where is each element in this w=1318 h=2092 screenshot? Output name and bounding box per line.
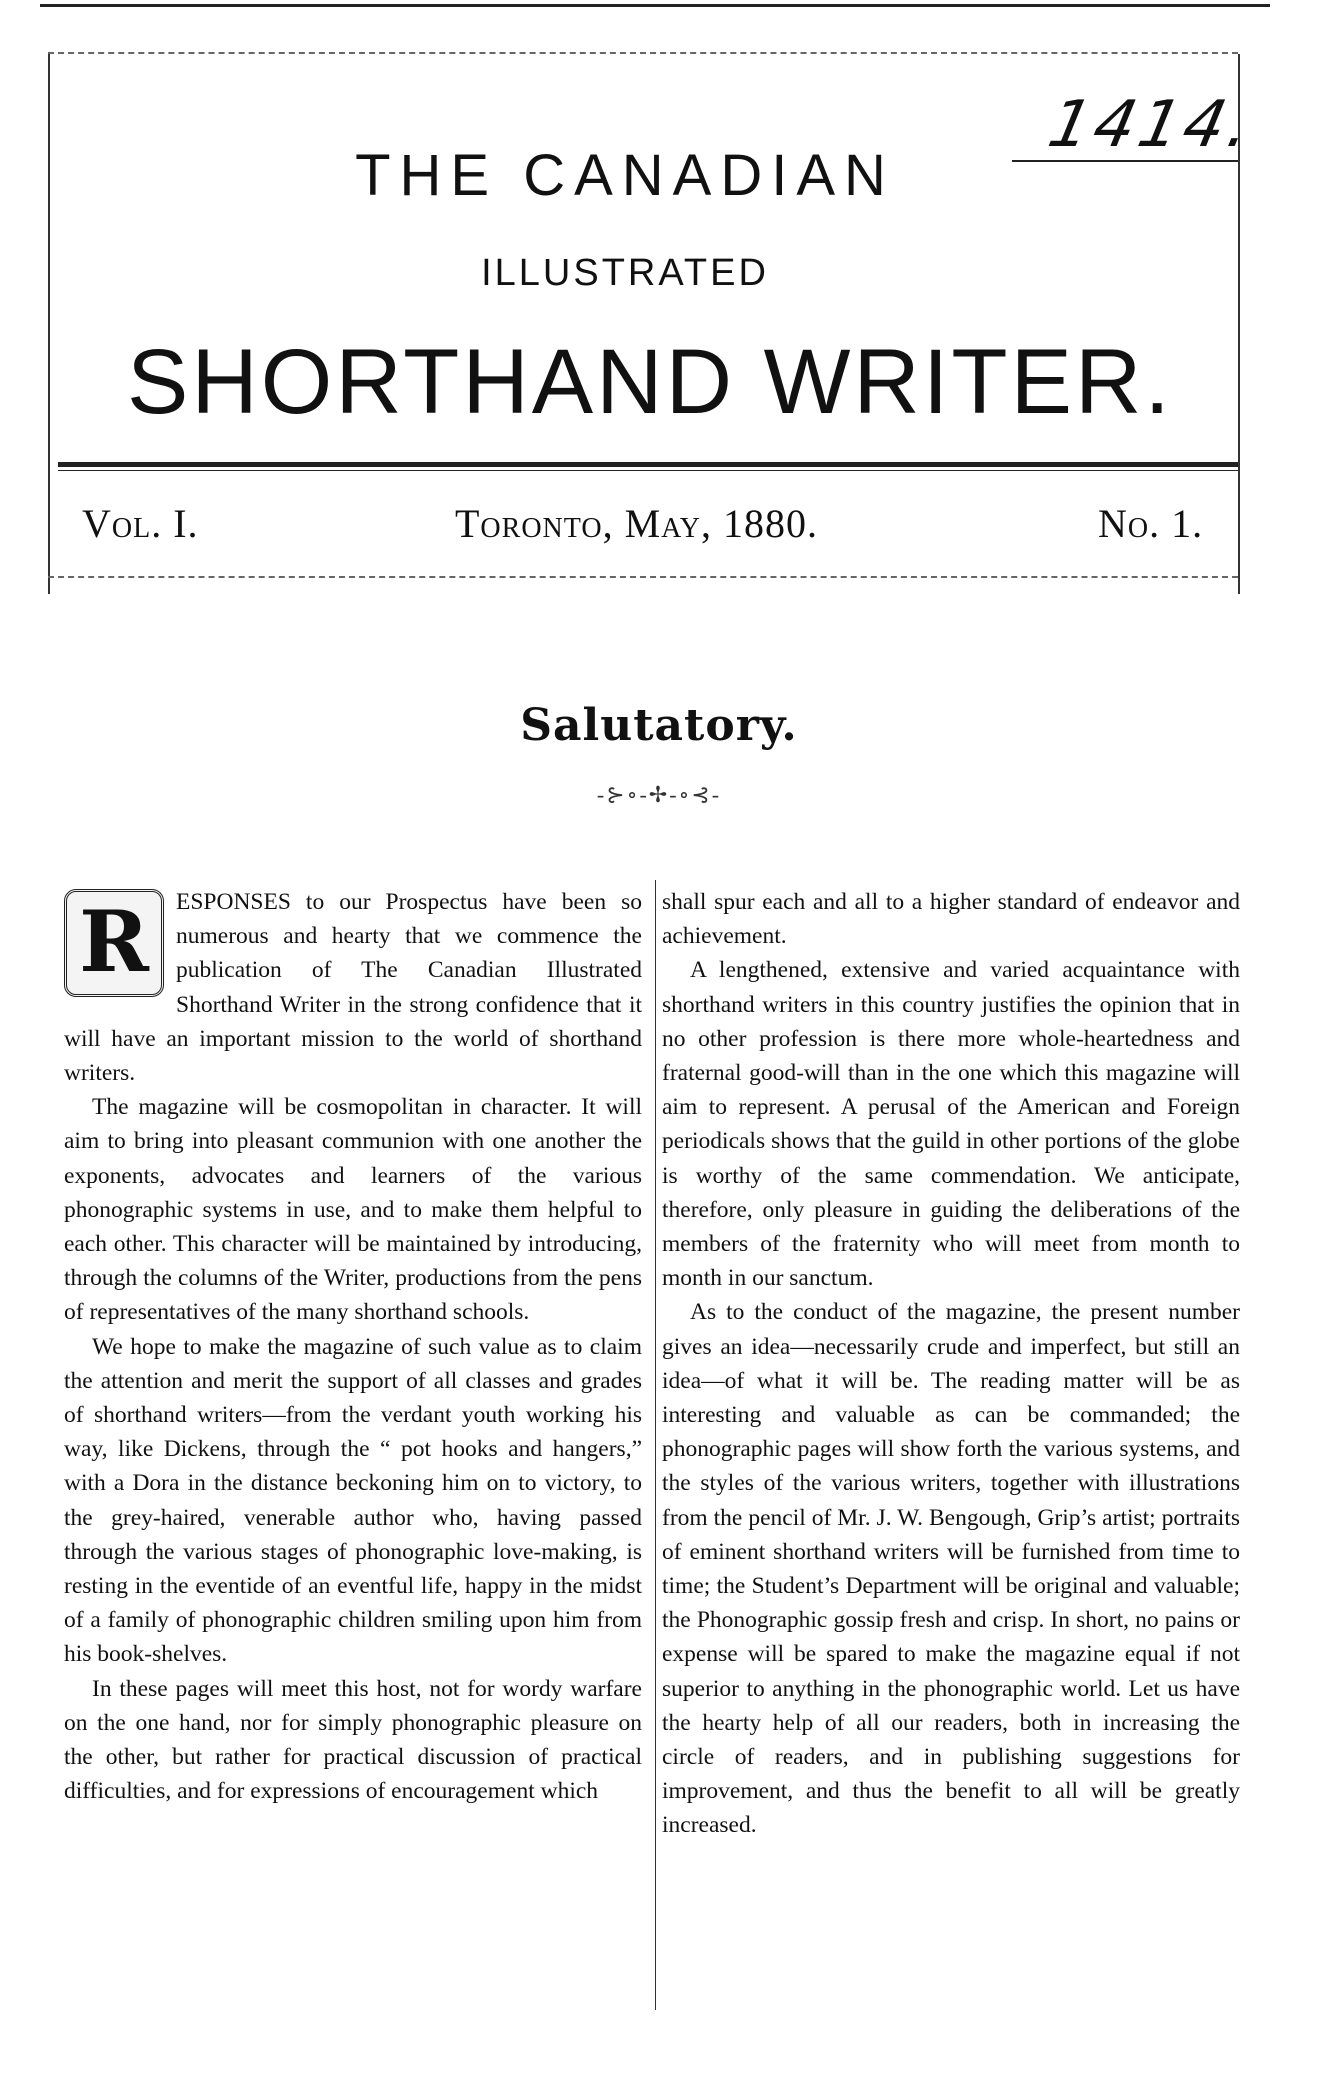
article-paragraph-3: We hope to make the magazine of such value as to claim the attention and merit the support of all classes and grades of shorthand writers—from the verdant youth working his way, like Dickens, through the “ pot hooks and hangers,” with a Dora in the distance beckoning him on to victory, to the grey-haired, venerable author who, having passed through the various stages of phonographic love-making, is resting in the eventide of an eventful life, happy in the midst of a family of phonographic children smiling upon him from his book-shelves. (64, 1333, 642, 1668)
article-column-right (662, 885, 1240, 1843)
catalog-number: 1414. (1042, 88, 1262, 162)
masthead-top-dashed-rule (48, 52, 1238, 54)
frame-left-line (48, 54, 50, 594)
volume-label: Vol. I. (82, 501, 199, 546)
column-divider (655, 880, 656, 2010)
article-paragraph-4: In these pages will meet this host, not for wordy warfare on the one hand, nor for simply phonographic pleasure on the other, but rather for practical discussion of practical difficulties, and for expressions of encouragement which (64, 1675, 642, 1805)
top-border-rule (40, 4, 1270, 7)
article-column-left (64, 885, 642, 1808)
article-heading: Salutatory. (520, 700, 798, 751)
issue-number: No. 1. (1098, 501, 1204, 546)
masthead-thin-rule (58, 470, 1238, 471)
drop-cap: R (64, 889, 164, 997)
masthead-line-3: SHORTHAND WRITER. (127, 331, 1173, 433)
article-paragraph-6: A lengthened, extensive and varied acquaintance with shorthand writers in this country justifies the opinion that in no other profession is there more whole-heartedness and fraternal good-will than in the one which this magazine will aim to represent. A perusal of the American and Foreign periodicals shows that the guild in other portions of the globe is worthy of the same commendation. We anticipate, therefore, only pleasure in guiding the deliberations of the members of the fraternity who will meet from month to month in our sanctum. (662, 957, 1240, 1292)
masthead-line-1: THE CANADIAN (355, 143, 895, 208)
article-paragraph-7: As to the conduct of the magazine, the present number gives an idea—necessarily crude and imperfect, but still an idea—of what it will be. The reading matter will be as interesting and valuable as can be commanded; the phonographic pages will show forth the various systems, and the styles of the various writers, together with illustrations from the pencil of Mr. J. W. Bengough, Grip’s artist; portraits of eminent shorthand writers will be furnished from time to time; the Student’s Department will be original and valuable; the Phonographic gossip fresh and crisp. In short, no pains or expense will be spared to make the magazine equal if not superior to anything in the phonographic world. Let us have the hearty help of all our readers, both in increasing the circle of readers, and in publishing suggestions for improvement, and thus the benefit to all will be greatly increased. (662, 1299, 1240, 1839)
ornament-divider: -⊱∘-✢-∘⊰- (596, 782, 722, 807)
place-date: Toronto, May, 1880. (455, 501, 819, 546)
dateline-bottom-rule (48, 576, 1238, 578)
article-paragraph-5: shall spur each and all to a higher standard of endeavor and achievement. (662, 889, 1240, 950)
article-paragraph-2: The magazine will be cosmopolitan in character. It will aim to bring into pleasant communion with one another the exponents, advocates and learners of the various phonographic systems in use, and to make them helpful to each other. This character will be maintained by introducing, through the columns of the Writer, productions from the pens of representatives of the many shorthand schools. (64, 1094, 642, 1326)
masthead-thick-rule (58, 462, 1238, 467)
paragraph-1-text: ESPONSES to our Prospectus have been so numerous and hearty that we commence the publication of The Canadian Illustrated Shorthand Writer in the strong confidence that it will have an important mission to the world of shorthand writers. (64, 889, 642, 1087)
article-paragraph-1 (64, 885, 642, 1090)
masthead-line-2: ILLUSTRATED (481, 252, 769, 294)
